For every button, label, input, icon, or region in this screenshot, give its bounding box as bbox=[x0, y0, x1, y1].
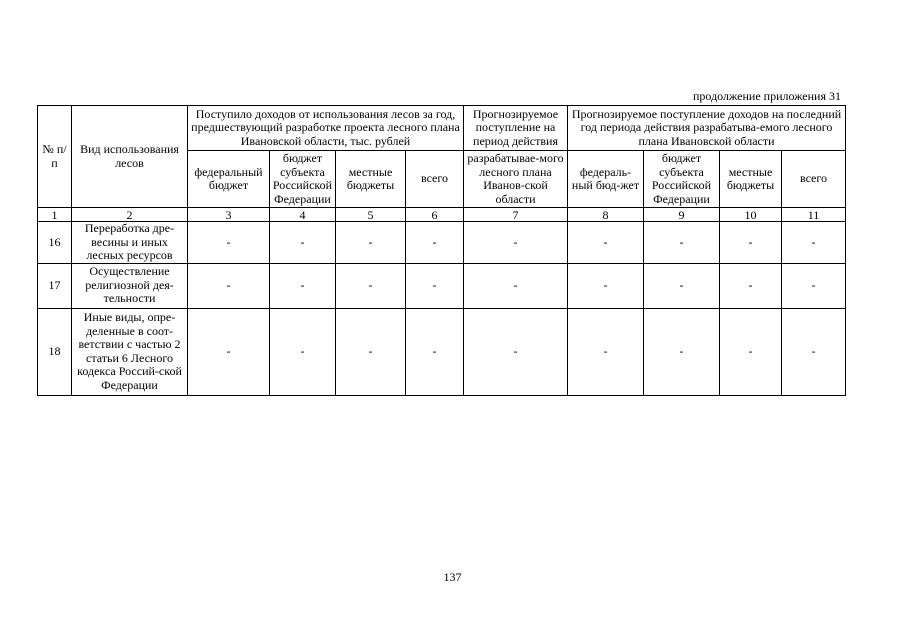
row-number: 17 bbox=[38, 263, 72, 308]
header-type: Вид использования лесов bbox=[72, 106, 188, 208]
column-number: 2 bbox=[72, 208, 188, 222]
cell-value: - bbox=[568, 222, 644, 264]
column-number: 5 bbox=[336, 208, 406, 222]
cell-value: - bbox=[464, 263, 568, 308]
column-number: 9 bbox=[644, 208, 720, 222]
cell-value: - bbox=[644, 263, 720, 308]
cell-value: - bbox=[336, 222, 406, 264]
header-last-total: всего bbox=[782, 151, 846, 208]
header-last-local: местные бюджеты bbox=[720, 151, 782, 208]
cell-value: - bbox=[782, 308, 846, 395]
row-number: 18 bbox=[38, 308, 72, 395]
cell-value: - bbox=[644, 222, 720, 264]
cell-value: - bbox=[782, 222, 846, 264]
column-number: 7 bbox=[464, 208, 568, 222]
cell-value: - bbox=[188, 263, 270, 308]
header-received-local: местные бюджеты bbox=[336, 151, 406, 208]
cell-value: - bbox=[720, 308, 782, 395]
cell-value: - bbox=[188, 308, 270, 395]
column-number: 10 bbox=[720, 208, 782, 222]
header-group-received: Поступило доходов от использования лесов за год, предшествующий разработке проекта лесного плана Ивановской области, тыс. рублей bbox=[188, 106, 464, 151]
column-number-row bbox=[38, 208, 846, 222]
cell-value: - bbox=[782, 263, 846, 308]
header-received-subject: бюджет субъекта Российской Федерации bbox=[270, 151, 336, 208]
cell-value: - bbox=[464, 222, 568, 264]
header-group-forecast-period: Прогнозируемое поступление на период действия bbox=[464, 106, 568, 151]
row-type: Осуществление религиозной дея-тельности bbox=[72, 263, 188, 308]
header-received-total: всего bbox=[406, 151, 464, 208]
cell-value: - bbox=[270, 308, 336, 395]
header-received-federal: федеральный бюджет bbox=[188, 151, 270, 208]
cell-value: - bbox=[406, 308, 464, 395]
row-number: 16 bbox=[38, 222, 72, 264]
cell-value: - bbox=[720, 222, 782, 264]
cell-value: - bbox=[336, 308, 406, 395]
column-number: 11 bbox=[782, 208, 846, 222]
cell-value: - bbox=[644, 308, 720, 395]
cell-value: - bbox=[568, 263, 644, 308]
cell-value: - bbox=[568, 308, 644, 395]
column-number: 6 bbox=[406, 208, 464, 222]
header-last-subject: бюджет субъекта Российской Федерации bbox=[644, 151, 720, 208]
column-number: 8 bbox=[568, 208, 644, 222]
cell-value: - bbox=[270, 222, 336, 264]
cell-value: - bbox=[720, 263, 782, 308]
revenue-table bbox=[37, 105, 846, 396]
cell-value: - bbox=[188, 222, 270, 264]
table-row bbox=[38, 308, 846, 395]
cell-value: - bbox=[406, 222, 464, 264]
table-row bbox=[38, 263, 846, 308]
cell-value: - bbox=[406, 263, 464, 308]
cell-value: - bbox=[270, 263, 336, 308]
header-num: № п/п bbox=[38, 106, 72, 208]
header-last-federal: федераль-ный бюд-жет bbox=[568, 151, 644, 208]
header-group-forecast-last: Прогнозируемое поступление доходов на последний год периода действия разрабатыва-емого лесного плана Ивановской области bbox=[568, 106, 846, 151]
row-type: Иные виды, опре-деленные в соот-ветствии с частью 2 статьи 6 Лесного кодекса Россий-ской Федерации bbox=[72, 308, 188, 395]
table-row bbox=[38, 222, 846, 264]
cell-value: - bbox=[464, 308, 568, 395]
column-number: 4 bbox=[270, 208, 336, 222]
cell-value: - bbox=[336, 263, 406, 308]
header-row-1 bbox=[38, 106, 846, 151]
row-type: Переработка дре-весины и иных лесных ресурсов bbox=[72, 222, 188, 264]
page-number: 137 bbox=[443, 570, 462, 584]
appendix-caption: продолжение приложения 31 bbox=[693, 89, 841, 103]
header-forecast-period-sub: разрабатывае-мого лесного плана Иванов-ской области bbox=[464, 151, 568, 208]
column-number: 3 bbox=[188, 208, 270, 222]
column-number: 1 bbox=[38, 208, 72, 222]
